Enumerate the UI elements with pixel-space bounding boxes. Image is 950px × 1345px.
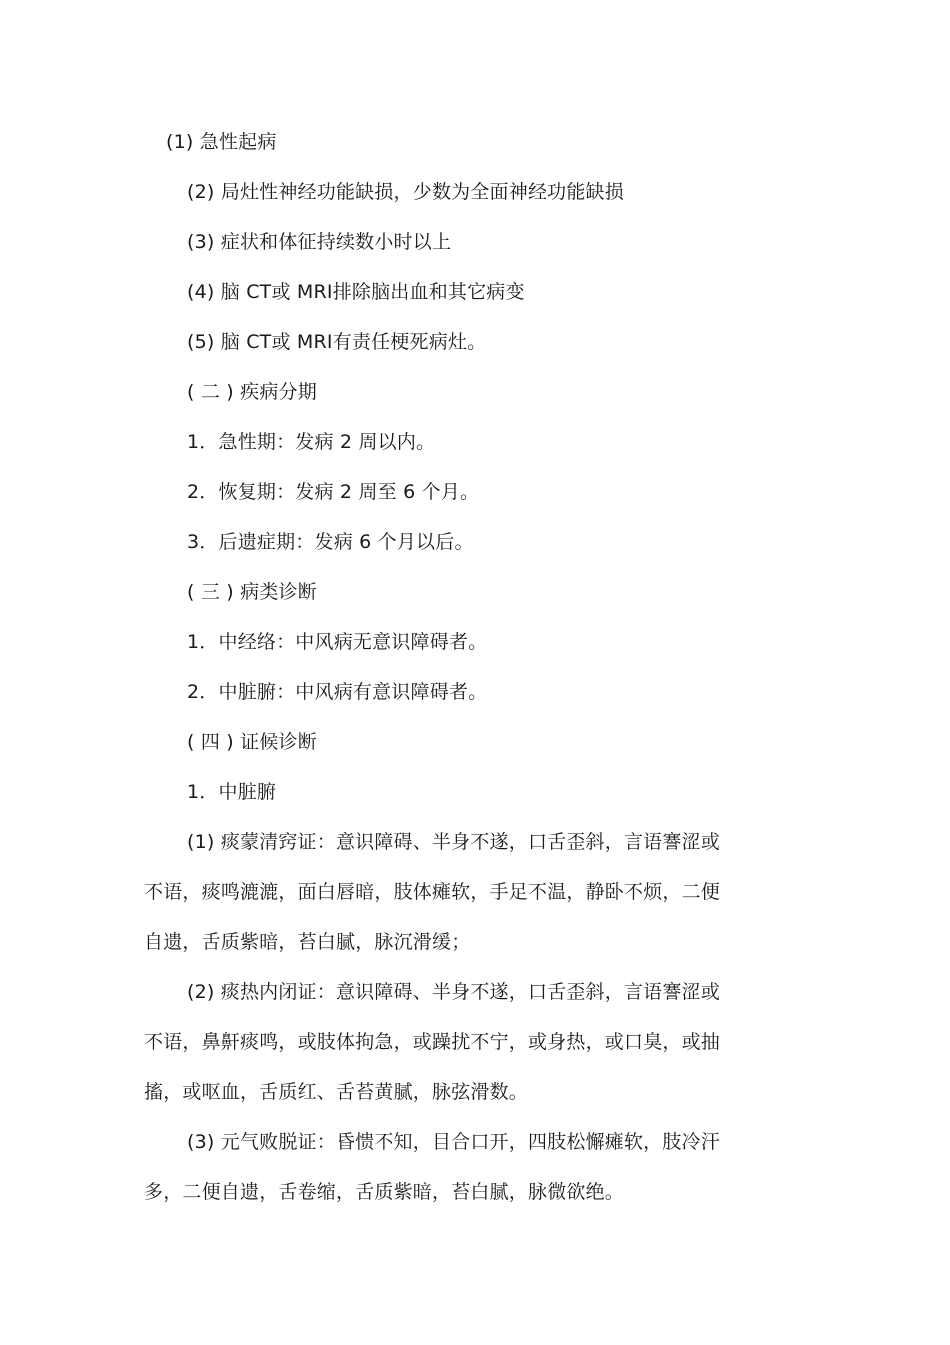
category-viscera: 2．中脏腑：中风病有意识障碍者。 — [187, 681, 488, 703]
stage-sequelae: 3．后遗症期：发病 6 个月以后。 — [187, 531, 474, 553]
category-meridian: 1．中经络：中风病无意识障碍者。 — [187, 631, 488, 653]
stage-acute: 1．急性期：发病 2 周以内。 — [187, 431, 436, 453]
syndrome-1-line-3: 自遗，舌质紫暗，苔白腻，脉沉滑缓； — [144, 931, 471, 953]
syndrome-1-line-2: 不语，痰鸣漉漉，面白唇暗，肢体瘫软，手足不温，静卧不烦，二便 — [144, 881, 721, 903]
item-3-symptom-duration: (3) 症状和体征持续数小时以上 — [187, 231, 452, 253]
syndrome-viscera-heading: 1．中脏腑 — [187, 781, 277, 803]
item-4-ct-mri-exclusion: (4) 脑 CT或 MRI排除脑出血和其它病变 — [187, 281, 525, 303]
syndrome-2-line-3: 搐，或呕血，舌质红、舌苔黄腻，脉弦滑数。 — [144, 1081, 529, 1103]
stage-recovery: 2．恢复期：发病 2 周至 6 个月。 — [187, 481, 480, 503]
item-2-focal-deficit: (2) 局灶性神经功能缺损，少数为全面神经功能缺损 — [187, 181, 624, 203]
item-1-acute-onset: (1) 急性起病 — [166, 131, 277, 153]
section-heading-category: ( 三 ) 病类诊断 — [187, 581, 317, 603]
syndrome-1-line-1: (1) 痰蒙清窍证：意识障碍、半身不遂，口舌歪斜，言语謇涩或 — [187, 831, 720, 853]
syndrome-2-line-1: (2) 痰热内闭证：意识障碍、半身不遂，口舌歪斜，言语謇涩或 — [187, 981, 720, 1003]
item-5-ct-mri-infarct: (5) 脑 CT或 MRI有责任梗死病灶。 — [187, 331, 487, 353]
syndrome-3-line-1: (3) 元气败脱证：昏愦不知，目合口开，四肢松懈瘫软，肢冷汗 — [187, 1131, 720, 1153]
syndrome-2-line-2: 不语，鼻鼾痰鸣，或肢体拘急，或躁扰不宁，或身热，或口臭，或抽 — [144, 1031, 721, 1053]
section-heading-staging: ( 二 ) 疾病分期 — [187, 381, 317, 403]
syndrome-3-line-2: 多，二便自遗，舌卷缩，舌质紫暗，苔白腻，脉微欲绝。 — [144, 1181, 625, 1203]
section-heading-syndrome: ( 四 ) 证候诊断 — [187, 731, 317, 753]
